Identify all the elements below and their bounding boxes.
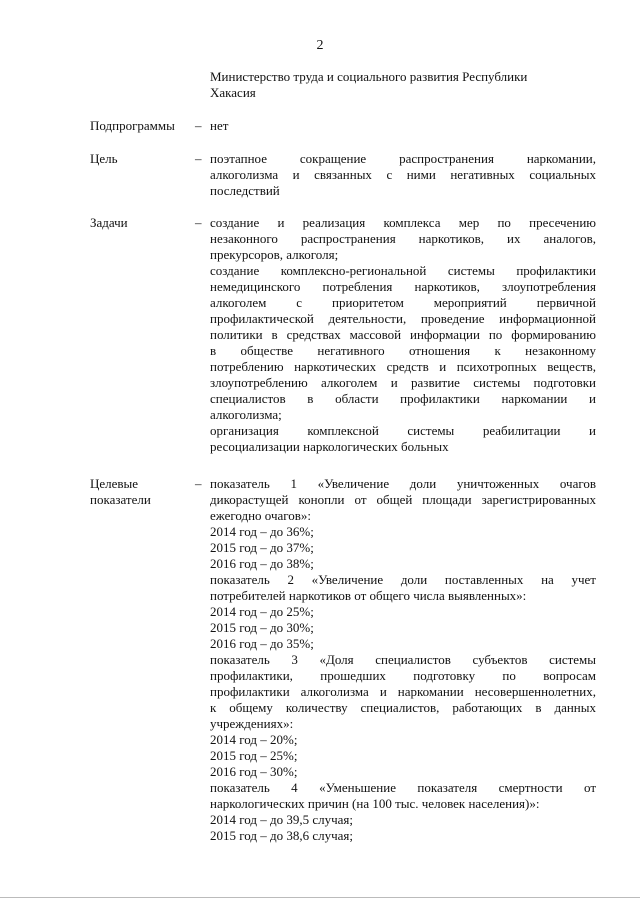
content-line: дикорастущей конопли от общей площади зарегистрированных [210, 492, 596, 507]
content-line: показатель 3 «Доля специалистов субъектов системы [210, 652, 596, 667]
dash: – [195, 215, 202, 230]
content-line: 2015 год – до 37%; [210, 540, 314, 555]
content-line: немедицинского потребления наркотиков, злоупотребления [210, 279, 596, 294]
executor-line: Хакасия [210, 85, 256, 100]
content-line: потребителей наркотиков от общего числа выявленных»: [210, 588, 527, 603]
content-line: ежегодно очагов»: [210, 508, 312, 523]
content-line: учреждениях»: [210, 716, 294, 731]
label-line: Задачи [90, 215, 128, 230]
label-line: Подпрограммы [90, 118, 175, 133]
content-line: профилактической деятельности, проведение информационной [210, 311, 596, 326]
executor-line: Министерство труда и социального развития Республики [210, 69, 528, 84]
label-line: Цель [90, 151, 118, 166]
row-content [210, 118, 596, 134]
row-label [90, 118, 190, 134]
content-line: 2015 год – до 30%; [210, 620, 314, 635]
label-line: Целевые [90, 476, 139, 491]
content-line: 2014 год – до 25%; [210, 604, 314, 619]
content-line: 2015 год – до 38,6 случая; [210, 828, 354, 843]
content-line: политики в средствах массовой информации по формированию [210, 327, 596, 342]
content-line: профилактики, прошедших подготовку по вопросам [210, 668, 596, 683]
content-line: 2016 год – 30%; [210, 764, 298, 779]
content-line: создание и реализация комплекса мер по пресечению [210, 215, 596, 230]
content-line: потреблению наркотических средств и психотропных веществ, [210, 359, 596, 374]
content-line: организация комплексной системы реабилитации и [210, 423, 596, 438]
row-content [210, 215, 596, 455]
row-label [90, 476, 190, 508]
dash: – [195, 151, 202, 166]
row-content [210, 476, 596, 844]
content-line: алкоголизма; [210, 407, 282, 422]
content-line: создание комплексно-региональной системы профилактики [210, 263, 596, 278]
page-number: 2 [316, 38, 324, 53]
content-line: алкоголизма и связанных с ними негативных социальных [210, 167, 596, 182]
content-line: профилактики алкоголизма и наркомании несовершеннолетних, [210, 684, 596, 699]
content-line: алкоголем с приоритетом мероприятий первичной [210, 295, 596, 310]
content-line: в обществе негативного отношения к незаконному [210, 343, 596, 358]
label-line: показатели [90, 492, 151, 507]
content-line: поэтапное сокращение распространения наркомании, [210, 151, 596, 166]
content-line: показатель 4 «Уменьшение показателя смертности от [210, 780, 596, 795]
row-label [90, 215, 190, 231]
content-line: 2014 год – до 39,5 случая; [210, 812, 354, 827]
executor-text [210, 69, 600, 101]
content-line: наркологических причин (на 100 тыс. человек населения)»: [210, 796, 540, 811]
content-line: 2016 год – до 35%; [210, 636, 314, 651]
row-content [210, 151, 596, 199]
content-line: 2015 год – 25%; [210, 748, 298, 763]
content-line: 2016 год – до 38%; [210, 556, 314, 571]
bottom-edge-line [0, 897, 640, 898]
content-line: показатель 1 «Увеличение доли уничтоженных очагов [210, 476, 596, 491]
content-line: последствий [210, 183, 280, 198]
content-line: незаконного распространения наркотиков, их аналогов, [210, 231, 596, 246]
content-line: показатель 2 «Увеличение доли поставленных на учет [210, 572, 596, 587]
row-label [90, 151, 190, 167]
content-line: к общему количеству специалистов, работающих в данных [210, 700, 596, 715]
dash: – [195, 476, 202, 491]
content-line: нет [210, 118, 229, 133]
content-line: ресоциализации наркологических больных [210, 439, 449, 454]
content-line: 2014 год – 20%; [210, 732, 298, 747]
content-line: прекурсоров, алкоголя; [210, 247, 339, 262]
content-line: 2014 год – до 36%; [210, 524, 314, 539]
content-line: специалистов в области профилактики наркомании и [210, 391, 596, 406]
content-line: злоупотреблению алкоголем и развитие системы подготовки [210, 375, 596, 390]
dash: – [195, 118, 202, 133]
